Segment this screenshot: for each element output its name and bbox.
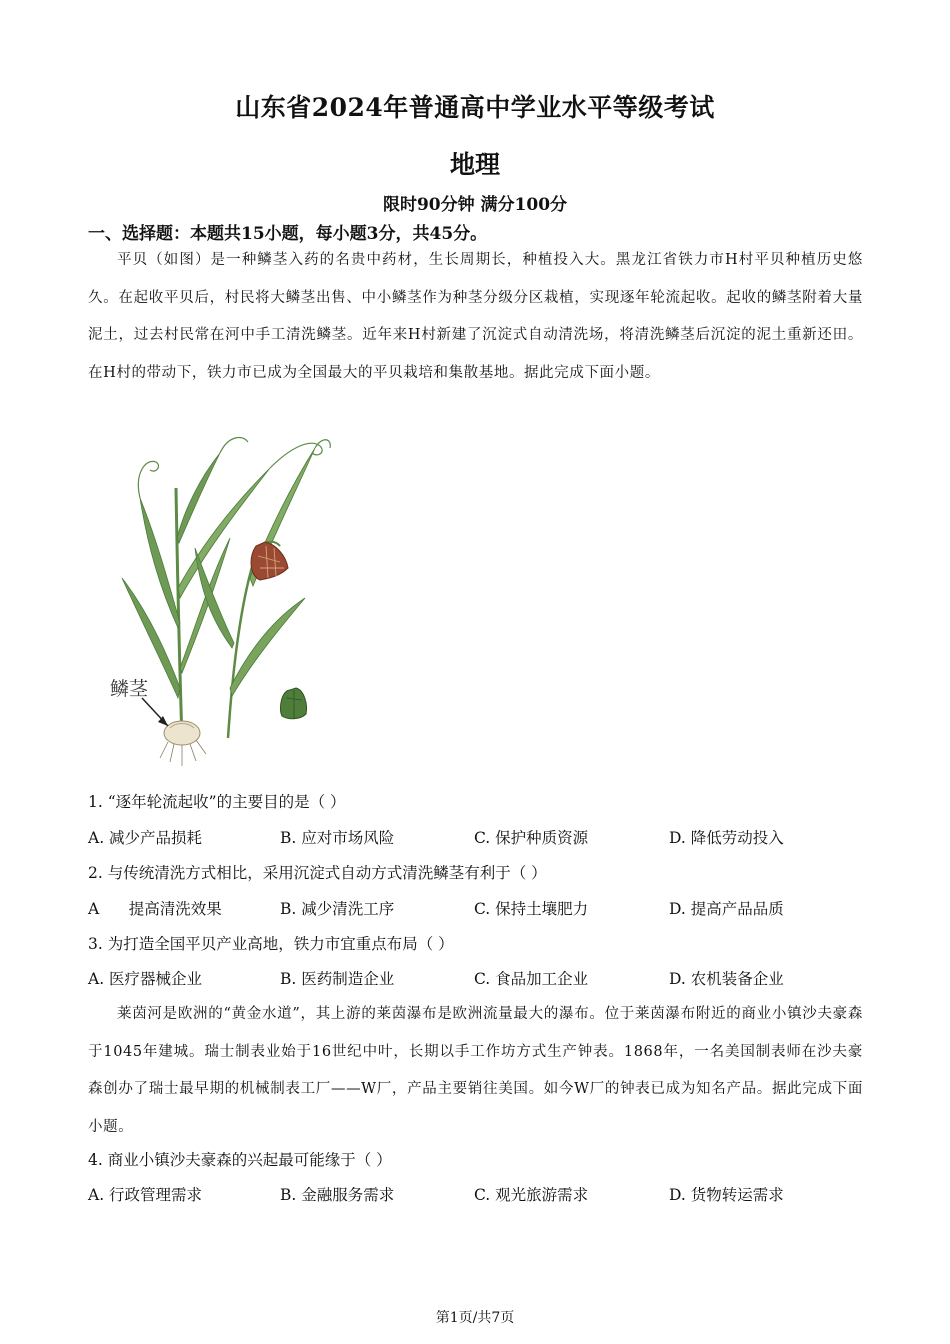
q2-option-c[interactable]: C. 保持土壤肥力	[474, 900, 589, 918]
page-number: 第1页/共7页	[435, 1310, 515, 1326]
q4-option-c[interactable]: C. 观光旅游需求	[474, 1186, 589, 1204]
q4-option-d[interactable]: D. 货物转运需求	[669, 1186, 784, 1204]
q3-option-a[interactable]: A. 医疗器械企业	[88, 970, 203, 988]
q3-option-c[interactable]: C. 食品加工企业	[474, 970, 589, 988]
question-3-options	[88, 967, 888, 989]
exam-title: 山东省2024年普通高中学业水平等级考试	[235, 93, 715, 122]
q1-option-a[interactable]: A. 减少产品损耗	[88, 829, 203, 847]
section-heading: 一、选择题：本题共15小题，每小题3分，共45分。	[88, 224, 488, 244]
q1-option-b[interactable]: B. 应对市场风险	[280, 829, 395, 847]
q4-option-b[interactable]: B. 金融服务需求	[280, 1186, 395, 1204]
question-1-options	[88, 826, 888, 848]
q2-option-d[interactable]: D. 提高产品品质	[669, 900, 784, 918]
q1-option-d[interactable]: D. 降低劳动投入	[669, 829, 784, 847]
question-2-stem: 2. 与传统清洗方式相比，采用沉淀式自动方式清洗鳞茎有利于（ ）	[88, 864, 547, 882]
passage-pingbei: 平贝（如图）是一种鳞茎入药的名贵中药材，生长周期长，种植投入大。黑龙江省铁力市H村平贝种植历史悠久。在起收平贝后，村民将大鳞茎出售、中小鳞茎作为种茎分级分区栽植，实现逐年轮流起收。起收的鳞茎附着大量泥土，过去村民常在河中手工清洗鳞茎。近年来H村新建了沉淀式自动清洗场，将清洗鳞茎后沉淀的泥土重新还田。在H村的带动下，铁力市已成为全国最大的平贝栽培和集散基地。据此完成下面小题。	[88, 252, 863, 381]
time-score-line: 限时90分钟 满分100分	[382, 195, 568, 215]
pingbei-plant-illustration	[100, 428, 340, 773]
question-2-options	[88, 897, 888, 919]
bulb-label: 鳞茎	[110, 678, 149, 700]
passage-schaffhausen: 莱茵河是欧洲的“黄金水道”，其上游的莱茵瀑布是欧洲流量最大的瀑布。位于莱茵瀑布附近的商业小镇沙夫豪森于1045年建城。瑞士制表业始于16世纪中叶，长期以手工作坊方式生产钟表。1868年，一名美国制表师在沙夫豪森创办了瑞士最早期的机械制表工厂——W厂，产品主要销往美国。如今W厂的钟表已成为知名产品。据此完成下面小题。	[88, 1006, 863, 1135]
question-1-stem: 1. “逐年轮流起收”的主要目的是（ ）	[88, 793, 346, 811]
q2-option-a[interactable]: A 提高清洗效果	[88, 900, 222, 918]
q4-option-a[interactable]: A. 行政管理需求	[88, 1186, 203, 1204]
question-4-stem: 4. 商业小镇沙夫豪森的兴起最可能缘于（ ）	[88, 1151, 392, 1169]
subject-title: 地理	[449, 150, 500, 179]
q3-option-d[interactable]: D. 农机装备企业	[669, 970, 784, 988]
q1-option-c[interactable]: C. 保护种质资源	[474, 829, 589, 847]
q3-option-b[interactable]: B. 医药制造企业	[280, 970, 395, 988]
question-3-stem: 3. 为打造全国平贝产业高地，铁力市宜重点布局（ ）	[88, 935, 454, 953]
question-4-options	[88, 1183, 888, 1205]
q2-option-b[interactable]: B. 减少清洗工序	[280, 900, 395, 918]
